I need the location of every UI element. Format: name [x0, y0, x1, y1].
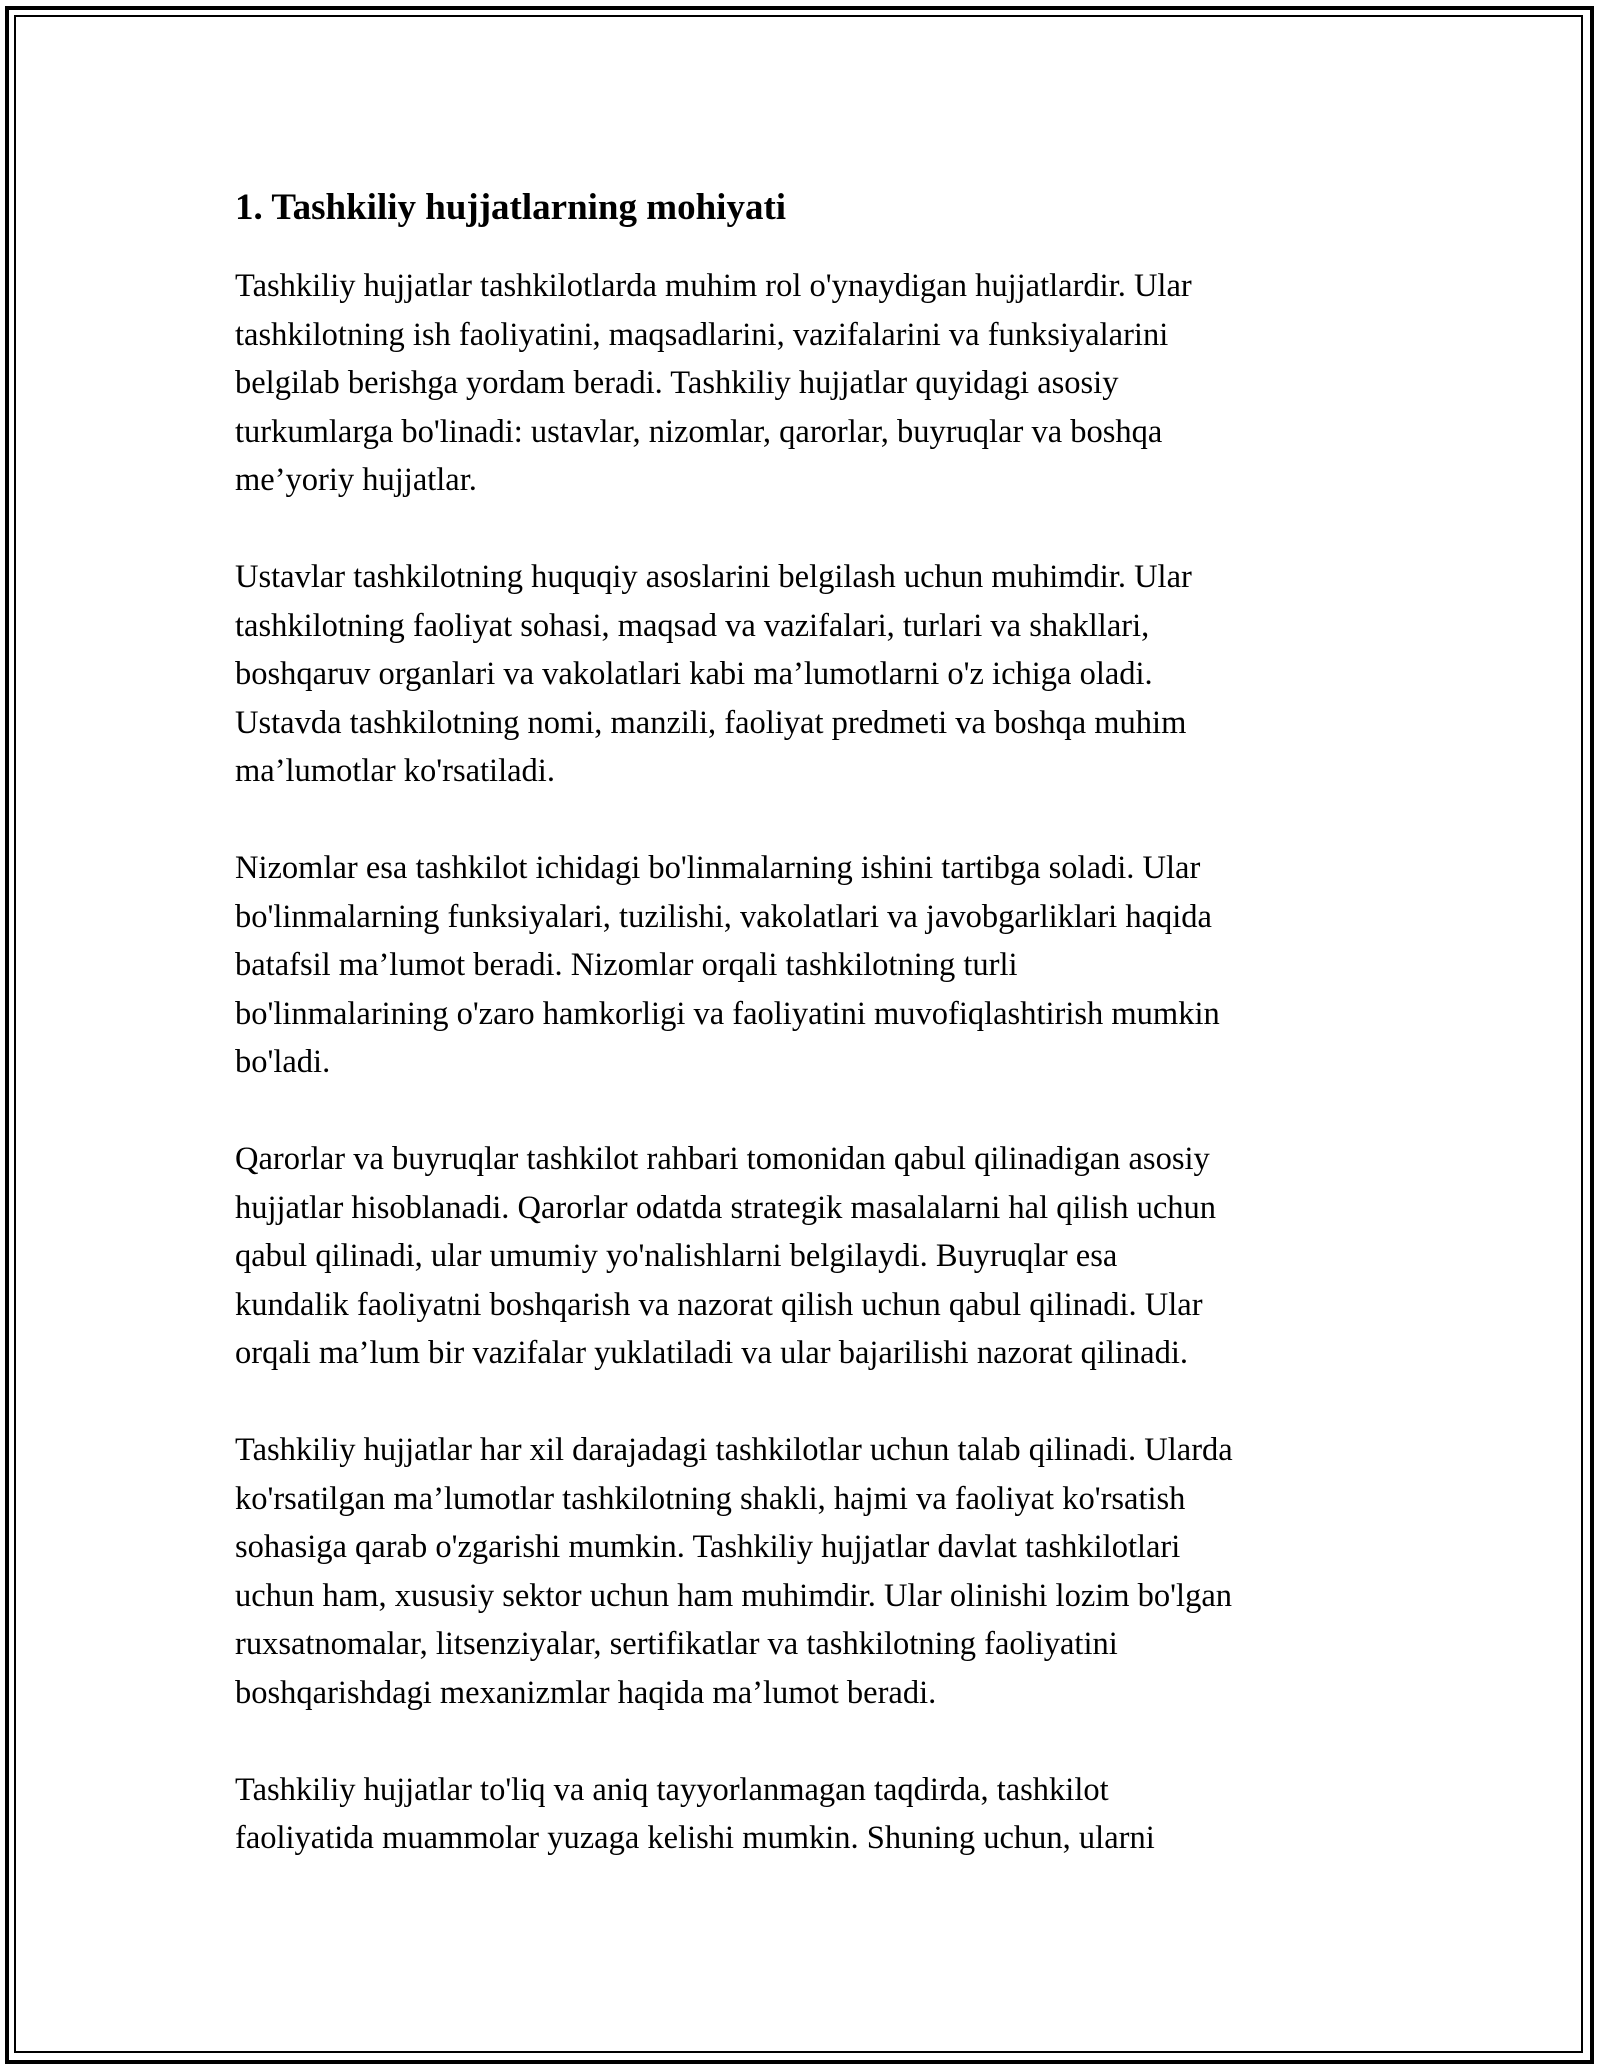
paragraph-line: batafsil ma’lumot beradi. Nizomlar orqali tashkilotning turli — [235, 947, 1018, 983]
paragraph-line: Ustavlar tashkilotning huquqiy asoslarini belgilash uchun muhimdir. Ular — [235, 559, 1192, 595]
paragraph-intro — [235, 262, 1375, 505]
paragraph-line: hujjatlar hisoblanadi. Qarorlar odatda strategik masalalarni hal qilish uchun — [235, 1189, 1217, 1226]
paragraph-muammolar — [235, 1766, 1375, 1863]
section-heading: 1. Tashkiliy hujjatlarning mohiyati — [235, 187, 787, 228]
paragraph-line: Tashkiliy hujjatlar tashkilotlarda muhim rol o'ynaydigan hujjatlardir. Ular — [235, 268, 1192, 304]
paragraph-line: orqali ma’lum bir vazifalar yuklatiladi va ular bajarilishi nazorat qilinadi. — [235, 1335, 1188, 1371]
paragraph-line: kundalik faoliyatni boshqarish va nazorat qilish uchun qabul qilinadi. Ular — [235, 1286, 1203, 1323]
document-body — [235, 186, 1375, 1911]
paragraph-line: uchun ham, xususiy sektor uchun ham muhimdir. Ular olinishi lozim bo'lgan — [235, 1577, 1232, 1614]
paragraph-line: me’yoriy hujjatlar. — [235, 462, 477, 498]
paragraph-line: bo'ladi. — [235, 1044, 331, 1080]
paragraph-line: boshqaruv organlari va vakolatlari kabi ma’lumotlarni o'z ichiga oladi. — [235, 656, 1153, 692]
paragraph-line: Tashkiliy hujjatlar har xil darajadagi tashkilotlar uchun talab qilinadi. Ularda — [235, 1432, 1233, 1468]
paragraph-line: Tashkiliy hujjatlar to'liq va aniq tayyorlanmagan taqdirda, tashkilot — [235, 1771, 1109, 1808]
paragraph-line: Ustavda tashkilotning nomi, manzili, faoliyat predmeti va boshqa muhim — [235, 704, 1187, 741]
paragraph-line: bo'linmalarining o'zaro hamkorligi va faoliyatini muvofiqlashtirish mumkin — [235, 995, 1220, 1032]
paragraph-line: ko'rsatilgan ma’lumotlar tashkilotning shakli, hajmi va faoliyat ko'rsatish — [235, 1480, 1186, 1517]
paragraph-line: belgilab berishga yordam beradi. Tashkiliy hujjatlar quyidagi asosiy — [235, 365, 1119, 401]
paragraph-line: turkumlarga bo'linadi: ustavlar, nizomlar, qarorlar, buyruqlar va boshqa — [235, 413, 1163, 450]
paragraph-line: sohasiga qarab o'zgarishi mumkin. Tashkiliy hujjatlar davlat tashkilotlari — [235, 1529, 1181, 1565]
paragraph-line: tashkilotning ish faoliyatini, maqsadlarini, vazifalarini va funksiyalarini — [235, 316, 1169, 353]
paragraph-line: ruxsatnomalar, litsenziyalar, sertifikatlar va tashkilotning faoliyatini — [235, 1626, 1118, 1662]
paragraph-line: ma’lumotlar ko'rsatiladi. — [235, 753, 555, 789]
paragraph-line: bo'linmalarning funksiyalari, tuzilishi, vakolatlari va javobgarliklari haqida — [235, 898, 1212, 935]
paragraph-talab — [235, 1426, 1375, 1717]
paragraph-line: Qarorlar va buyruqlar tashkilot rahbari tomonidan qabul qilinadigan asosiy — [235, 1141, 1210, 1177]
paragraph-line: tashkilotning faoliyat sohasi, maqsad va vazifalari, turlari va shakllari, — [235, 607, 1150, 644]
paragraph-line: faoliyatida muammolar yuzaga kelishi mumkin. Shuning uchun, ularni — [235, 1820, 1155, 1856]
paragraph-line: boshqarishdagi mexanizmlar haqida ma’lumot beradi. — [235, 1674, 937, 1711]
paragraph-line: Nizomlar esa tashkilot ichidagi bo'linmalarning ishini tartibga soladi. Ular — [235, 850, 1201, 886]
paragraph-qarorlar — [235, 1135, 1375, 1378]
paragraph-line: qabul qilinadi, ular umumiy yo'nalishlarni belgilaydi. Buyruqlar esa — [235, 1238, 1118, 1274]
paragraph-nizomlar — [235, 844, 1375, 1087]
paragraph-ustavlar — [235, 553, 1375, 796]
